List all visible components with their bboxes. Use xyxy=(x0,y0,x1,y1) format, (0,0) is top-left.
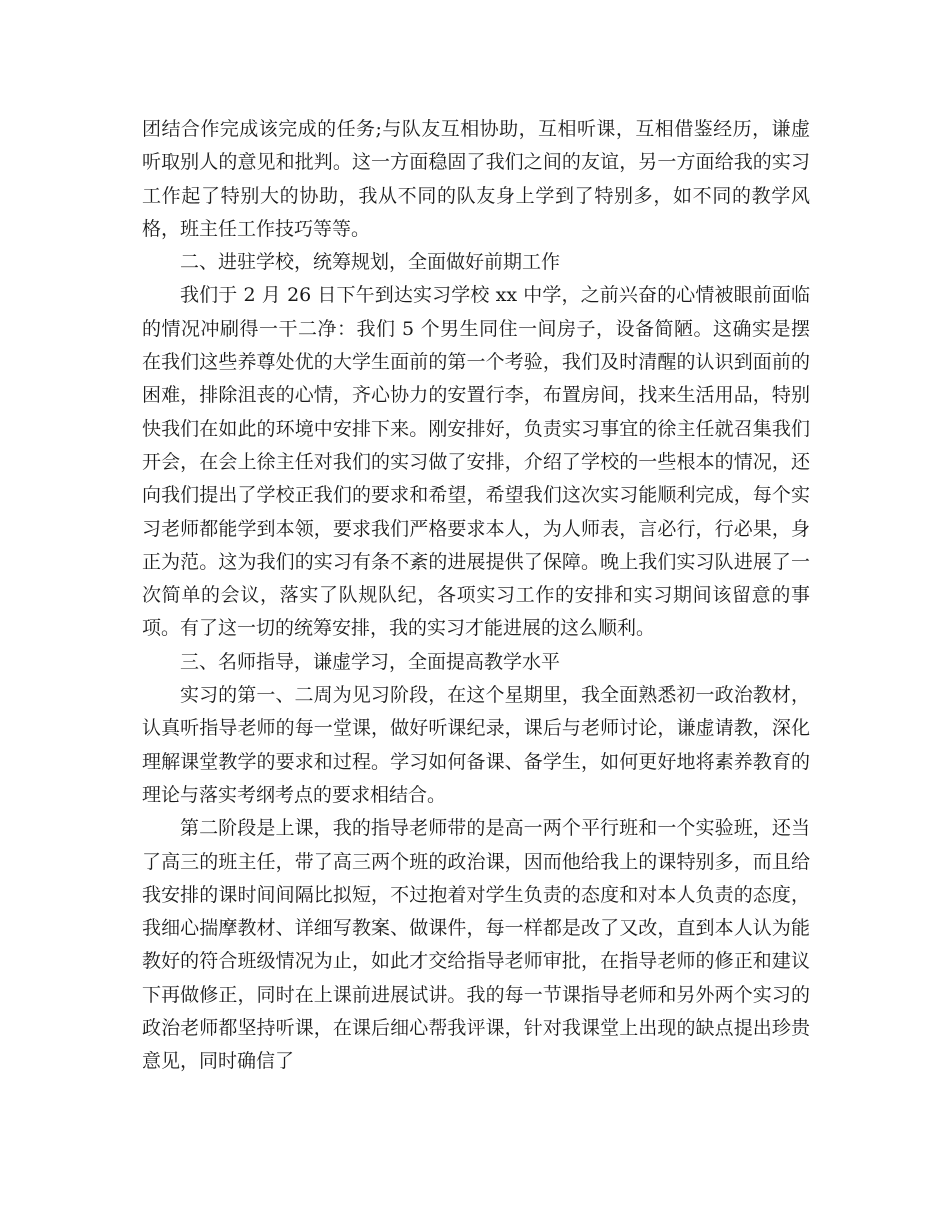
paragraph: 实习的第一、二周为见习阶段，在这个星期里，我全面熟悉初一政治教材，认真听指导老师的每一堂课，做好听课纪录，课后与老师讨论，谦虚请教，深化理解课堂教学的要求和过程。学习如何备课、备学生，如何更好地将素养教育的理论与落实考纲考点的要求相结合。 xyxy=(142,684,810,806)
paragraph: 第二阶段是上课，我的指导老师带的是高一两个平行班和一个实验班，还当了高三的班主任，带了高三两个班的政治课，因而他给我上的课特别多，而且给我安排的课时间间隔比拟短，不过抱着对学生负责的态度和对本人负责的态度，我细心揣摩教材、详细写教案、做课件，每一样都是改了又改，直到本人认为能教好的符合班级情况为止，如此才交给指导老师审批，在指导老师的修正和建议下再做修正，同时在上课前进展试讲。我的每一节课指导老师和另外两个实习的政治老师都坚持听课，在课后细心帮我评课，针对我课堂上出现的缺点提出珍贵意见，同时确信了 xyxy=(142,817,810,1073)
section-heading-3: 三、名师指导，谦虚学习，全面提高教学水平 xyxy=(180,650,561,673)
paragraph: 我们于 2 月 26 日下午到达实习学校 xx 中学，之前兴奋的心情被眼前面临的情况冲刷得一干二净：我们 5 个男生同住一间房子，设备简陋。这确实是摆在我们这些养尊处优的大学生面前的第一个考验，我们及时清醒的认识到面前的困难，排除沮丧的心情，齐心协力的安置行李，布置房间，找来生活用品，特别快我们在如此的环境中安排下来。刚安排好，负责实习事宜的徐主任就召集我们开会，在会上徐主任对我们的实习做了安排，介绍了学校的一些根本的情况，还向我们提出了学校正我们的要求和希望，希望我们这次实习能顺利完成，每个实习老师都能学到本领，要求我们严格要求本人，为人师表，言必行，行必果，身正为范。这为我们的实习有条不紊的进展提供了保障。晚上我们实习队进展了一次简单的会议，落实了队规队纪，各项实习工作的安排和实习期间该留意的事项。有了这一切的统筹安排，我的实习才能进展的这么顺利。 xyxy=(142,284,810,640)
paragraph-continued: 团结合作完成该完成的任务;与队友互相协助，互相听课，互相借鉴经历，谦虚听取别人的意见和批判。这一方面稳固了我们之间的友谊，另一方面给我的实习工作起了特别大的协助，我从不同的队友身上学到了特别多，如不同的教学风格，班主任工作技巧等等。 xyxy=(142,118,810,240)
section-heading-2: 二、进驻学校，统筹规划，全面做好前期工作 xyxy=(180,251,561,274)
document-body xyxy=(142,113,810,1079)
